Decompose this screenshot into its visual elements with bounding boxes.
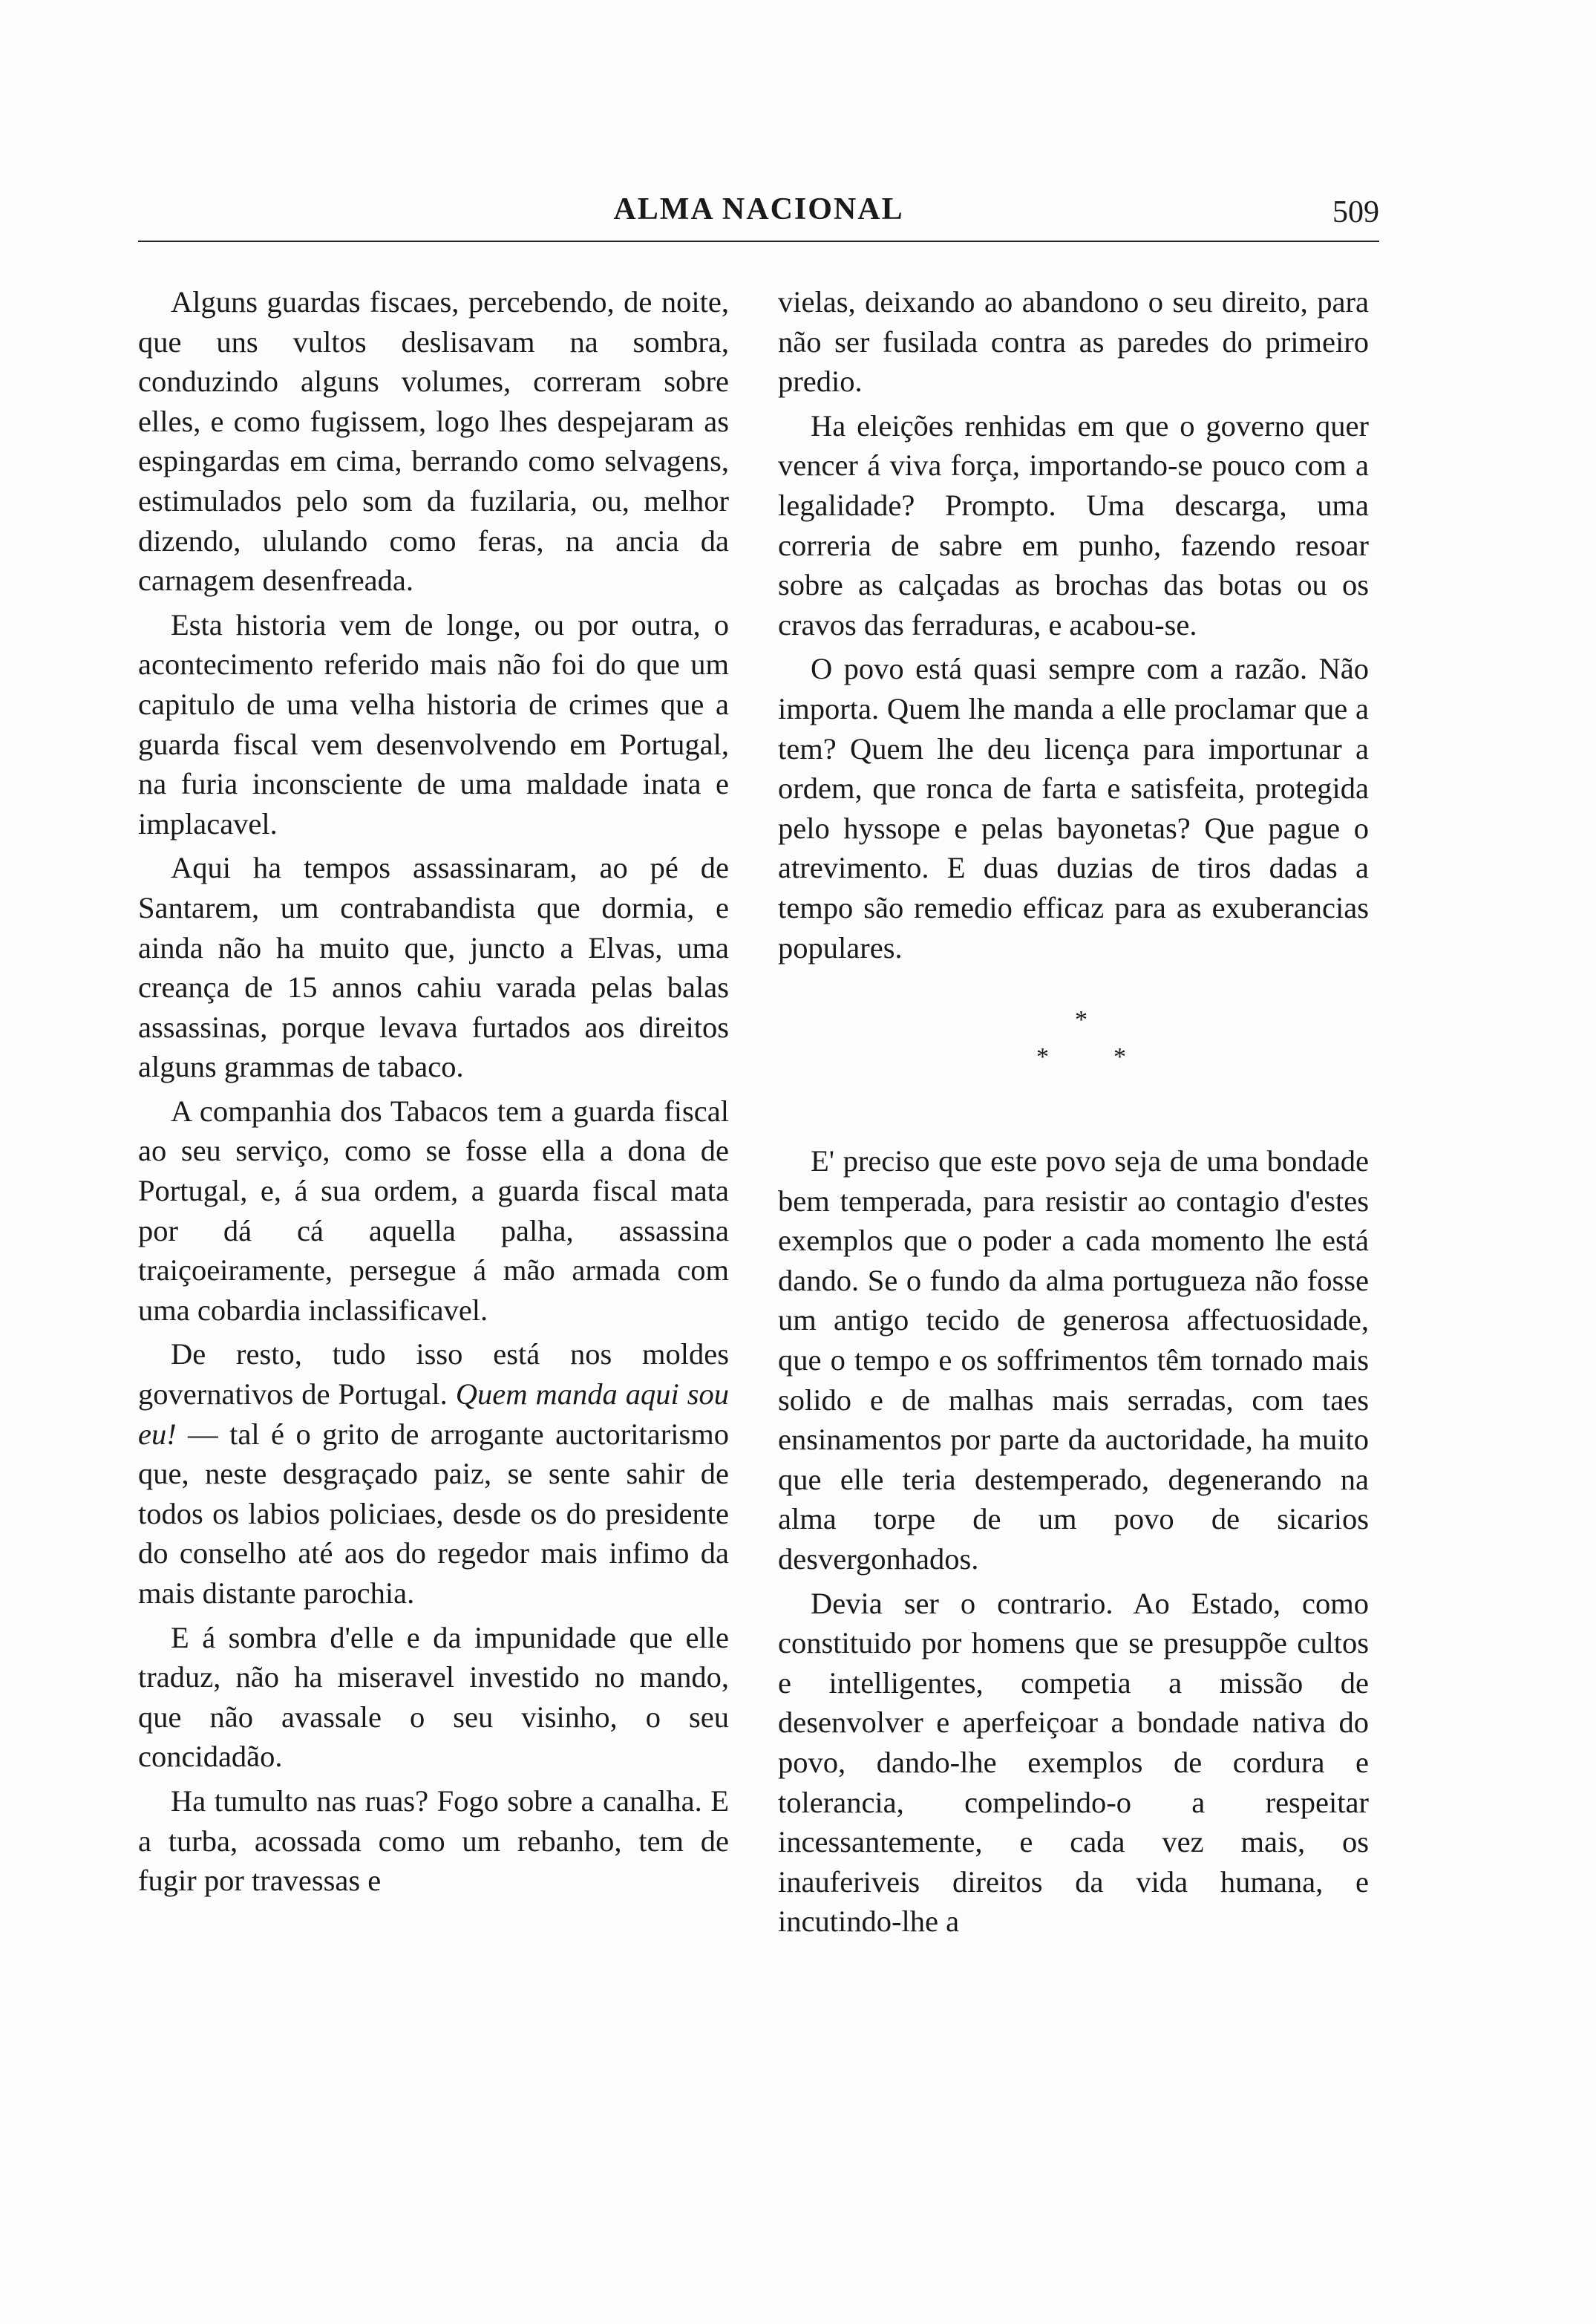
paragraph [138,1334,729,1613]
asterisk: * [1113,1043,1126,1071]
asterisk: * [1036,1043,1049,1071]
paragraph: Devia ser o contrario. Ao Estado, como constituido por homens que se presuppõe cultos e intelligentes, competia a missão de desenvolver e aperfeiçoar a bondade nativa do povo, dando-lhe exemplos de cordura e tolerancia, compelindo-o a respeitar incessantemente, e cada vez mais, os inauferiveis direitos da vida humana, e incutindo-lhe a [778,1586,1369,1939]
paragraph: Ha tumulto nas ruas? Fogo sobre a canalha. E a turba, acossada como um rebanho, tem de fugir por travessas e [138,1783,729,1898]
page-header [138,192,1379,239]
paragraph: Ha eleições renhidas em que o governo quer vencer á viva força, importando-se pouco com a legalidade? Prompto. Uma descarga, uma correria de sabre em punho, fazendo resoar sobre as calçadas as brochas das botas ou os cravos das ferraduras, e acabou-se. [778,408,1369,642]
paragraph-continued: vielas, deixando ao abandono o seu direito, para não ser fusilada contra as paredes do primeiro predio. [778,285,1369,399]
paragraph: A companhia dos Tabacos tem a guarda fiscal ao seu serviço, como se fosse ella a dona de Portugal, e, á sua ordem, a guarda fiscal mata por dá cá aquella palha, assassina traiçoeiramente, persegue á mão armada com uma cobardia inclassificavel. [138,1094,729,1327]
paragraph: Esta historia vem de longe, ou por outra, o acontecimento referido mais não foi do que um capitulo de uma velha historia de crimes que a guarda fiscal vem desenvolvendo em Portugal, na furia inconsciente de uma maldade inata e implacavel. [138,607,729,841]
left-column [138,282,729,1905]
text-run: De resto, tudo isso está nos moldes governativos de Portugal. [138,1337,729,1411]
paragraph: E' preciso que este povo seja de uma bondade bem temperada, para resistir ao contagio d'estes exemplos que o poder a cada momento lhe está dando. Se o fundo da alma portugueza não fosse um antigo tecido de generosa affectuosidade, que o tempo e os soffrimentos têm tornado mais solido e de malhas mais serradas, com taes ensinamentos por parte da auctoridade, ha muito que elle teria destemperado, degenerando na alma torpe de um povo de sicarios desvergonhados. [778,1144,1369,1576]
paragraph: Alguns guardas fiscaes, percebendo, de noite, que uns vultos deslisavam na sombra, conduzindo alguns volumes, correram sobre elles, e como fugissem, logo lhes despejaram as espingardas em cima, berrando como selvagens, estimulados pelo som da fuzilaria, ou, melhor dizendo, ululando como feras, na ancia da carnagem desenfreada. [138,285,729,598]
paragraph: O povo está quasi sempre com a razão. Não importa. Quem lhe manda a elle proclamar que a tem? Quem lhe deu licença para importunar a ordem, que ronca de farta e satisfeita, protegida pelo hyssope e pelas bayonetas? Que pague o atrevimento. E duas duzias de tiros dadas a tempo são remedio efficaz para as exuberancias populares. [778,652,1369,964]
header-rule [138,241,1379,242]
page-number: 509 [1332,195,1379,229]
paragraph: Aqui ha tempos assassinaram, ao pé de Santarem, um contrabandista que dormia, e ainda não ha muito que, juncto a Elvas, uma creança de 15 annos cahiu varada pelas balas assassinas, porque levava furtados aos direitos alguns grammas de tabaco. [138,851,729,1084]
text-run: — tal é o grito de arrogante auctoritarismo que, neste desgraçado paiz, se sente sahir de todos os labios policiaes, desde os do presidente do conselho até aos do regedor mais infimo da mais distante parochia. [138,1417,729,1610]
right-column [778,282,1369,1946]
asterisk: * [1075,1006,1088,1034]
section-break-asterisks [778,1000,1369,1141]
paragraph: E á sombra d'elle e da impunidade que elle traduz, não ha miseravel investido no mando, que não avassale o seu visinho, o seu concidadão. [138,1620,729,1774]
running-title: ALMA NACIONAL [613,192,904,226]
italic-quote: Quem manda aqui sou eu! [138,1377,729,1451]
